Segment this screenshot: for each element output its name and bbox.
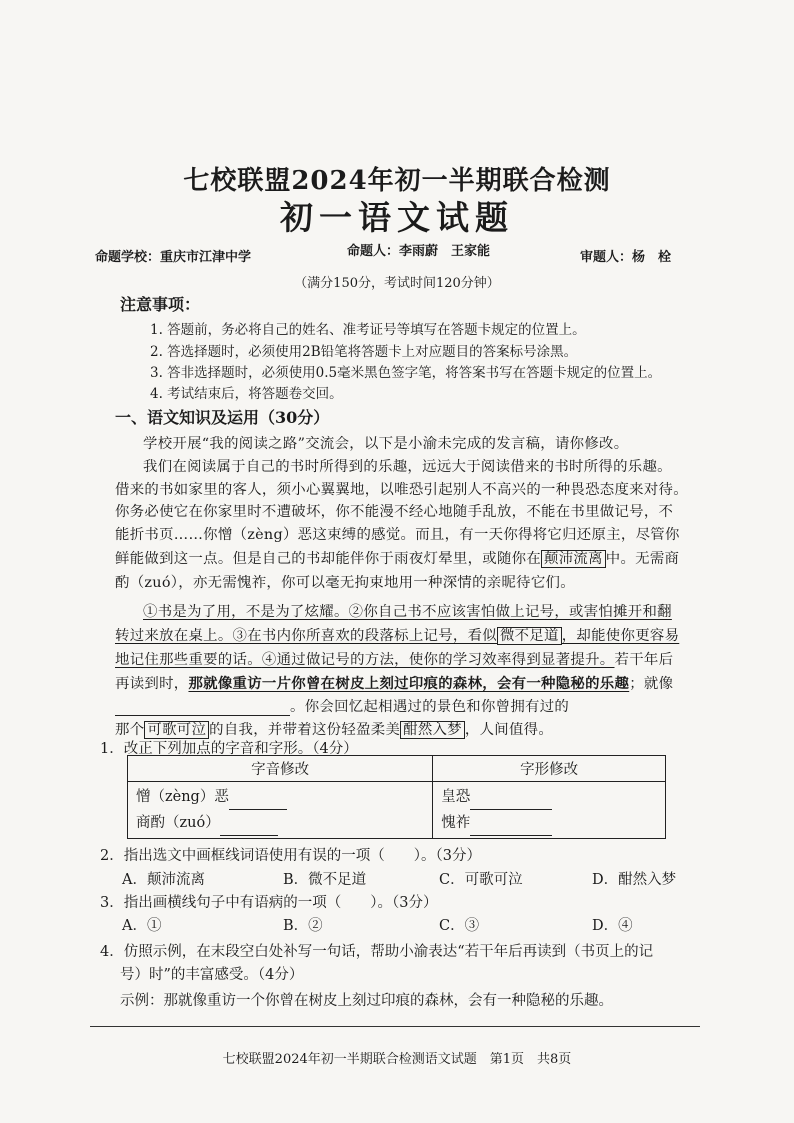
passage-line: 转过来放在桌上。③在书内你所喜欢的段落标上记号，看似 微不足道 ，却能使你更容易 [115, 628, 680, 644]
boxed-word: 可歌可泣 [144, 721, 209, 739]
boxed-word: 颠沛流离 [541, 550, 606, 568]
question-2: 2．指出选文中画框线词语使用有误的一项（ ）。（3分） [100, 848, 481, 864]
answer-blank[interactable] [115, 701, 290, 716]
passage-line: 我们在阅读属于自己的书时所得到的乐趣，远远大于阅读借来的书时所得的乐趣。 [143, 459, 672, 475]
passage-line: 能折书页……你憎（zèng）恶这束缚的感觉。而且，有一天你得将它归还原主，尽管你 [115, 527, 680, 543]
notice-item: 4. 考试结束后，将答题卷交回。 [150, 386, 343, 402]
question-4: 4．仿照示例，在末段空白处补写一句话，帮助小渝表达“若干年后再读到（书页上的记 [100, 944, 654, 960]
school-label: 命题学校：重庆市江津中学 [95, 250, 252, 265]
reviewer-label: 审题人：杨 栓 [580, 250, 672, 265]
answer-blank[interactable] [229, 793, 287, 810]
option-a[interactable]: A．① [122, 918, 162, 934]
question-4-cont: 号）时”的丰富感受。（4分） [120, 967, 304, 983]
option-c[interactable]: C．③ [439, 918, 480, 934]
boxed-word: 微不足道 [497, 627, 562, 645]
answer-blank[interactable] [470, 819, 552, 836]
passage-line [143, 600, 687, 621]
passage-line: 你务必使它在你家里时不遭破坏，你不能漫不经心地随手乱放，不能在书里做记号，不 [115, 504, 674, 520]
option-b[interactable]: B．微不足道 [283, 872, 367, 888]
authors-label: 命题人：李雨蔚 王家能 [347, 244, 491, 259]
passage-line: 酌（zuó），亦无需愧祚，你可以毫无拘束地用一种深情的亲昵待它们。 [115, 575, 575, 591]
question-1: 1．改正下列加点的字音和字形。（4分） [100, 741, 358, 757]
example-text: 示例：那就像重访一个你曾在树皮上刻过印痕的森林，会有一种隐秘的乐趣。 [120, 993, 613, 1009]
notice-item: 2. 答选择题时，必须使用2B铅笔将答题卡上对应题目的答案标号涂黑。 [150, 344, 578, 360]
answer-blank[interactable] [220, 819, 278, 836]
option-b[interactable]: B．② [283, 918, 323, 934]
option-d[interactable]: D．④ [592, 918, 633, 934]
example-sentence: 那就像重访一片你曾在树皮上刻过印痕的森林，会有一种隐秘的乐趣 [188, 675, 630, 692]
notice-heading: 注意事项： [120, 295, 201, 314]
passage-line: 再读到时，那就像重访一片你曾在树皮上刻过印痕的森林，会有一种隐秘的乐趣；就像 [115, 675, 674, 692]
table-header: 字音修改 [128, 756, 433, 782]
underlined-sentence: ④通过做记号的方法，使你的学习效率得到显著提升。 [261, 652, 615, 668]
answer-blank[interactable] [470, 793, 552, 810]
passage-line: 鲜能做到这一点。但是自己的书却能伴你于雨夜灯晕里，或随你在 颠沛流离 中。无需商 [115, 551, 680, 567]
footer-divider [90, 1026, 700, 1027]
section-heading: 一、语文知识及运用（30分） [115, 408, 330, 427]
option-d[interactable]: D．酣然入梦 [592, 872, 677, 888]
correction-table [127, 755, 666, 839]
passage-line: 借来的书如家里的客人，须小心翼翼地，以唯恐引起别人不高兴的一种畏恐态度来对待。 [115, 482, 688, 498]
notice-item: 3. 答非选择题时，必须使用0.5毫米黑色签字笔，将答案书写在答题卡规定的位置上。 [150, 365, 662, 381]
underlined-sentence: ①书是为了用，不是为了炫耀。 [143, 604, 349, 620]
exam-title: 七校联盟2024年初一半期联合检测 [183, 166, 611, 196]
question-3: 3．指出画横线句子中有语病的一项（ ）。（3分） [100, 895, 438, 911]
passage-line: 那个 可歌可泣 的自我，并带着这份轻盈柔美 酣然入梦 ，人间值得。 [115, 722, 554, 738]
intro-text: 学校开展“我的阅读之路”交流会，以下是小渝未完成的发言稿，请你修改。 [143, 436, 629, 452]
subject-title: 初一语文试题 [280, 198, 514, 237]
boxed-word: 酣然入梦 [400, 721, 465, 739]
underlined-sentence: ②你自己书不应该害怕做上记号，或害怕摊开和翻 [348, 604, 672, 620]
table-header: 字形修改 [433, 756, 666, 782]
underlined-sentence: ③在书内你所喜欢的段落标上记号，看似 [232, 628, 497, 644]
notice-item: 1. 答题前，务必将自己的姓名、准考证号等填写在答题卡规定的位置上。 [150, 322, 586, 338]
score-info: （满分150分，考试时间120分钟） [294, 276, 500, 291]
option-c[interactable]: C．可歌可泣 [439, 872, 523, 888]
page-footer: 七校联盟2024年初一半期联合检测语文试题 第1页 共8页 [222, 1052, 572, 1067]
passage-line: 地记住那些重要的话。④通过做记号的方法，使你的学习效率得到显著提升。若干年后 [115, 652, 674, 668]
table-cell: 皇恐 愧祚 [433, 782, 666, 839]
option-a[interactable]: A．颠沛流离 [122, 872, 205, 888]
table-cell: 憎（zèng）恶 商酌（zuó） [128, 782, 433, 839]
passage-line: 。你会回忆起相遇过的景色和你曾拥有过的 [115, 695, 687, 716]
